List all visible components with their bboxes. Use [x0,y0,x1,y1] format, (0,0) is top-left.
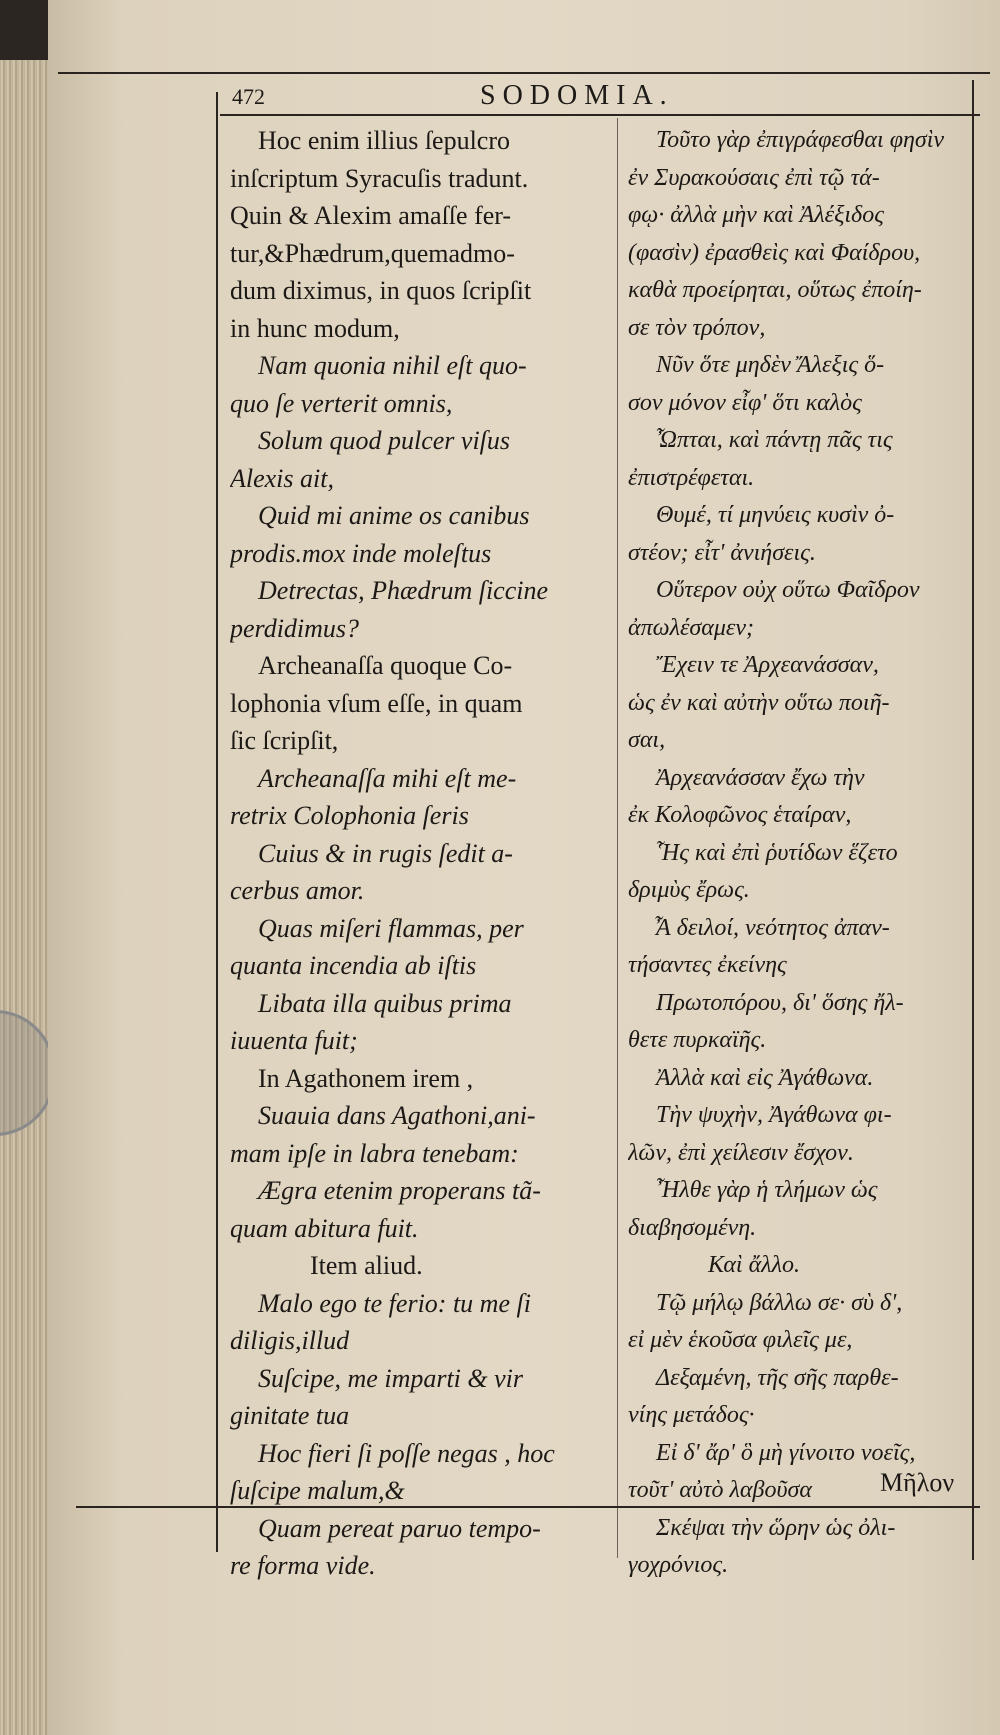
text-line: in hunc modum, [230,313,400,343]
text-line: εἰ μὲν ἑκοῦσα φιλεῖς με, [628,1327,853,1353]
text-line: Πρωτοπόρου, δι' ὅσης ἤλ- [656,989,904,1016]
text-line: quo ſe verterit omnis, [230,388,453,418]
bottom-rule [76,1506,980,1508]
top-rule [58,72,990,74]
text-line: Τοῦτο γὰρ ἐπιγράφεσθαι φησὶν [656,127,945,153]
text-line: Ὦπται, καὶ πάντῃ πᾶς τις [656,427,893,453]
text-line: ἀπωλέσαμεν; [628,614,754,641]
text-line: Καὶ ἄλλο. [708,1252,800,1278]
text-line: λῶν, ἐπὶ χείλεσιν ἔσχον. [628,1139,854,1166]
text-line: Σκέψαι τὴν ὥρην ὡς ὀλι- [656,1514,896,1541]
text-line: σε τὸν τρόπον, [628,314,766,341]
text-line: σαι, [628,727,666,753]
text-line: διαβησομένη. [628,1214,757,1241]
text-line: θετε πυρκαϊῆς. [628,1027,767,1053]
text-line: ſic ſcripſit, [230,726,339,755]
text-line: re forma vide. [230,1551,376,1580]
book-page-edges [0,60,48,1735]
text-line: Solum quod pulcer viſus [258,426,511,455]
text-line: Θυμέ, τί μηνύεις κυσὶν ὀ- [656,502,895,528]
text-line: ſuſcipe malum,& [230,1476,405,1505]
text-line: mam ipſe in labra tenebam: [230,1138,519,1168]
text-line: quam abitura fuit. [230,1213,419,1243]
text-line: Malo ego te ferio: tu me ſi [258,1288,531,1318]
text-line: Ἔχειν τε Ἀρχεανάσσαν, [656,652,879,678]
text-line: inſcriptum Syracuſis tradunt. [230,163,529,193]
text-line: Ἆ δειλοί, νεότητος ἀπαν- [656,914,890,941]
text-line: Ægra etenim properans tã- [258,1176,541,1205]
text-line: φῳ· ἀλλὰ μὴν καὶ Ἀλέξιδος [628,202,884,228]
text-line: In Agathonem irem , [258,1063,474,1093]
text-line: Hoc fieri ſi poſſe negas , hoc [258,1438,555,1468]
running-header [180,80,880,116]
text-line: γοχρόνιος. [628,1552,729,1578]
text-line: Quas miſeri flammas, per [258,913,524,943]
text-line: dum diximus, in quos ſcripſit [230,276,532,305]
text-line: τήσαντες ἐκείνης [628,952,787,978]
left-column-rule [216,92,218,1552]
text-line: tur,&Phædrum,quemadmo- [230,238,515,268]
text-line: καθὰ προείρηται, οὕτως ἐποίη- [628,277,922,303]
text-line: Τὴν ψυχὴν, Ἀγάθωνα φι- [656,1102,892,1128]
text-line: perdidimus? [230,613,360,643]
text-line: Detrectas, Phædrum ſiccine [258,576,549,605]
text-line: Ἀρχεανάσσαν ἔχω τὴν [656,764,865,791]
text-line: retrix Colophonia ſeris [230,801,469,830]
text-line: τοῦτ' αὐτὸ λαβοῦσα [628,1477,812,1503]
text-line: quanta incendia ab iſtis [230,951,477,980]
text-line: Cuius & in rugis ſedit a- [258,838,513,868]
text-line: Alexis ait, [230,463,334,493]
text-line: νίης μετάδος· [628,1402,755,1428]
text-line: ἐπιστρέφεται. [628,464,755,491]
text-line: diligis,illud [230,1326,350,1355]
text-line: ginitate tua [230,1401,350,1430]
text-line: Archeanaſſa mihi eſt me- [258,763,517,793]
text-line: στέον; εἶτ' ἀνιήσεις. [628,539,816,566]
text-line: lophonia vſum eſſe, in quam [230,688,523,718]
text-line: prodis.mox inde moleſtus [230,538,492,568]
text-line: (φασὶν) ἐρασθεὶς καὶ Φαίδρου, [628,239,921,266]
text-line: Εἰ δ' ἄρ' ὃ μὴ γίνοιτο νοεῖς, [656,1439,916,1466]
catchword: Μῆλον [880,1468,955,1497]
text-line: ἐκ Κολοφῶνος ἑταίραν, [628,802,852,828]
header-rule [220,114,980,116]
latin-column [230,122,610,1585]
text-line: Nam quonia nihil eſt quo- [258,351,527,380]
text-line: Quam pereat paruo tempo- [258,1513,541,1543]
text-line: Quid mi anime os canibus [258,501,530,530]
text-line: σον μόνον εἶφ' ὅτι καλὸς [628,389,862,416]
text-line: Νῦν ὅτε μηδὲν Ἄλεξις ὅ- [656,352,885,378]
text-line: Οὕτερον οὐχ οὕτω Φαῖδρον [656,577,920,603]
greek-column [628,122,968,1585]
text-line: Quin & Alexim amaſſe fer- [230,201,512,230]
text-line: Suſcipe, me imparti & vir [258,1363,524,1393]
text-line: Ἧς καὶ ἐπὶ ῥυτίδων ἕζετο [656,839,898,866]
text-line: ἐν Συρακούσαις ἐπὶ τῷ τά- [628,164,880,191]
text-line: Hoc enim illius ſepulcro [258,126,511,155]
page-title: SODOMIA. [480,80,674,111]
text-line: Libata illa quibus prima [258,988,512,1018]
text-line: Ἦλθε γὰρ ἡ τλήμων ὡς [656,1177,878,1203]
page-number: 472 [232,84,265,109]
text-line: Ἀλλὰ καὶ εἰς Ἀγάθωνα. [656,1064,874,1091]
text-line: Item aliud. [310,1251,423,1280]
text-line: Archeanaſſa quoque Co- [258,651,513,680]
text-line: δριμὺς ἔρως. [628,877,750,903]
middle-column-rule [617,118,618,1558]
text-line: Suauia dans Agathoni,ani- [258,1101,536,1130]
text-line: cerbus amor. [230,876,365,905]
text-line: Δεξαμένη, τῆς σῆς παρθε- [656,1364,899,1391]
right-column-rule [972,80,974,1560]
text-line: iuuenta fuit; [230,1026,358,1055]
text-line: Τῷ μήλῳ βάλλω σε· σὺ δ', [656,1289,903,1316]
text-line: ὡς ἐν καὶ αὐτὴν οὕτω ποιῆ- [628,689,890,716]
